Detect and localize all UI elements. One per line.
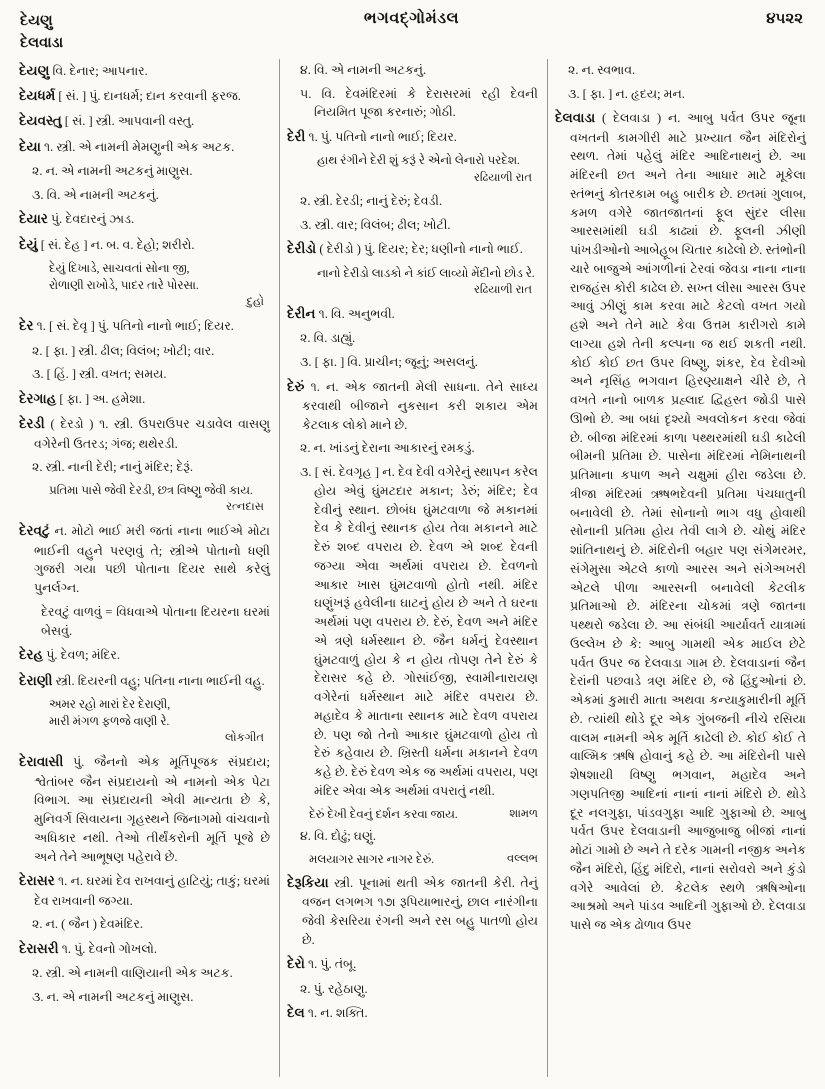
entry-headword: દેયા [19, 138, 41, 154]
dictionary-entry: દેરીન ૧. વિ. અનુભવી. [287, 305, 395, 321]
dictionary-entry: દેર ૧. [ સં. દેવૃ ] પું. પતિનો નાનો ભાઈ; દિયર. [19, 318, 234, 334]
verse-attribution: વલ્લભ [506, 853, 538, 866]
verse-attribution: શામળ [509, 807, 538, 820]
entry-headword: દેલવાડા [555, 110, 596, 126]
entry-headword: દેરીડો [287, 241, 317, 257]
verse-quote [19, 696, 270, 730]
entry-idiom: દેરવટું વાળવું = વિધવાએ પોતાના દિયરના ઘરમાં બેસવું. [41, 604, 270, 638]
verse-quote [19, 482, 270, 499]
entry-sense: ૪. વિ. એ નામની અટકનું. [300, 62, 427, 77]
verse-quote [287, 806, 538, 824]
entry-headword: દેરું [287, 378, 305, 394]
verse-line: દેયું દિખાડે, સાચવતાં સોના જી, [49, 260, 190, 275]
page-title: ભગવદ્ગોમંડલ [363, 10, 460, 27]
entry-headword: દેરગાહ [19, 391, 57, 407]
entry-headword: દેરો [287, 956, 305, 972]
entry-sense: ૨. સ્ત્રી. એ નામની વાણિયાની એક અટક. [32, 966, 233, 981]
verse-line: હાથ રંગીને દેરી શું કરૂં રે એનો લેનારો પરદેશ. [317, 153, 520, 168]
entry-sense: ૩. સ્ત્રી. વાર; વિલંબ; ઢીલ; ખોટી. [300, 217, 451, 232]
entry-headword: દેયણુ [19, 62, 50, 78]
entry-sense: ૨. ન. ( જૈન ) દેવમંદિર. [32, 917, 143, 932]
verse-line: અમર રહો મારાં દેર દેરાણી, [49, 696, 171, 711]
entry-sense: ૩. વિ. એ નામની અટકનું. [32, 187, 159, 202]
guide-word-top: દેયણુ [20, 13, 53, 29]
entry-headword: દેલ [287, 1005, 305, 1021]
dictionary-entry: દેરો ૧. પું. તંબૂ. [287, 956, 357, 972]
entry-sense: ૪. વિ. દોઢું; ઘણું. [300, 829, 376, 844]
dictionary-entry: દેરાણી સ્ત્રી. દિયરની વહુ; પતિના નાના ભાઈની વહુ. [19, 672, 265, 688]
page-header [0, 0, 825, 57]
dictionary-entry: દેલ ૧. ન. શક્તિ. [287, 1005, 368, 1021]
verse-line: મલયાગર સાગર નાગર દેરું. [309, 852, 435, 867]
entry-sense: ૩. [ ફા. ] વિ. પ્રાચીન; જૂનું; અસલનું. [300, 354, 478, 369]
entry-headword: દેરાસર [19, 873, 55, 889]
entry-sense: ૩. ન. એ નામની અટકનું માણુસ. [32, 990, 194, 1005]
entry-headword: દેરીન [287, 305, 316, 321]
column-2 [279, 59, 547, 1077]
verse-attribution: રઢિયાળી રાત [473, 171, 532, 184]
entry-headword: દેયધર્મ [19, 88, 56, 104]
guide-word-bottom: દેલવાડા [20, 35, 64, 52]
page-number: ૪૫૨૨ [766, 11, 803, 27]
verse-quote [287, 152, 538, 169]
dictionary-entry: દેરડી ( દેરડો ) ૧. સ્ત્રી. ઉપરાઉપર ચડાવેલ વાસણુ વગેરેની ઉતરડ; ગંજ; થથેરડી. [19, 416, 270, 451]
verse-line: મારી મંગળ ફળજે વાણી રે. [49, 714, 170, 729]
dictionary-entry: દેયું [ સં. દેહ ] ન. બ. વ. દેહો; શરીરો. [19, 236, 195, 252]
entry-sense: ૨. [ ફા. ] સ્ત્રી. ઢીલ; વિલંબ; ખોટી; વાર. [32, 343, 215, 358]
dictionary-entry: દેરાવાસી પું. જૈનનો એક મૂર્તિપૂજક સંપ્રદાય; શ્વેતાંબર જૈન સંપ્રદાયનો એ નામનો એક પેટા વિભાગ. આ સંપ્રદાયની એવી માન્યતા છે કે, મુનિવર્ગ સિવાયના ગૃહસ્થને જિનાગમો વાંચવાનો અધિકાર નથી. તેઓ તીર્થંકરોની મૂર્તિ પૂજે છે અને તેને આભૂષણ પહેરાવે છે. [19, 754, 270, 864]
verse-line: નાનો દેરીડો લાડકો ને કાંઈ લાવ્યો મેંદીનો છોડ રે. [317, 265, 535, 280]
entry-headword: દેરૂકિયા [287, 874, 329, 890]
entry-headword: દેરાસરી [19, 941, 59, 957]
verse-attribution: લોકગીત [225, 732, 264, 745]
verse-line: દેરું દેખી દેવનું દર્શન કરવા જાય. [309, 806, 458, 821]
entry-headword: દેરવટું [19, 523, 50, 539]
dictionary-entry: દેયાર પું. દેવદારનું ઝાડ. [19, 211, 135, 227]
entry-headword: દેરાણી [19, 672, 53, 688]
dictionary-entry: દેયણુ વિ. દેનાર; આપનાર. [19, 62, 148, 78]
entry-sense: ૫. વિ. દેવમંદિરમાં કે દેરાસરમાં રહી દેવની નિયમિત પૂજા કરનારું; ગોઠી. [300, 86, 538, 120]
entry-sense: ૨. વિ. ડાહ્યું. [300, 331, 356, 346]
verse-quote [19, 260, 270, 294]
dictionary-entry: દેરહ પું. દેવળ; મંદિર. [19, 647, 120, 663]
dictionary-entry: દેરાસરી ૧. પું. દેવનો ગોખલો. [19, 941, 158, 957]
column-3 [547, 59, 815, 1077]
entry-sense: ૨. ન. સ્વભાવ. [568, 62, 636, 77]
dictionary-entry: દેયધર્મ [ સં. ] પું. દાનધર્મ; દાન કરવાની ફરજ. [19, 88, 241, 104]
entry-headword: દેયવસ્તુ [19, 113, 62, 129]
entry-headword: દેરડી [19, 416, 45, 432]
dictionary-entry: દેલવાડા ( દેલવાડા ) ન. આબુ પર્વત ઉપર જૂના વખતની કામગીરી માટે પ્રખ્યાત જૈન મંદિરોનું સ્થળ. તેમાં પહેલું મંદિર આદિનાથનું છે. આ મંદિરની છત અને તેના આધાર માટે મૂકેલા સ્તંભનું કોતરકામ બહુ બારીક છે. છતમાં ગુલાબ, કમળ વગેરે જાતજાતનાં ફૂલ સુંદર લીસા આરસમાંથી ઘડી કાઢ્યાં છે. ફૂલની ઝીણી પાંખડીઓનો આબેહૂબ ચિતાર કાઢેલો છે. સ્તંભોની ચારે બાજુએ આંગળીનાં ટેરવાં જેવડા નાના નાના રાજહંસ કોરી કાઢેલ છે. સખ્ત લીસા આરસ ઉપર આવું ઝીણું કામ કરવા માટે કેટલો વખત ગયો હશે અને તેને માટે કેવા ઉત્તમ કારીગરો કામે લાગ્યા હશે તેની કલ્પના જ થઈ શકતી નથી. કોઈ કોઈ છત ઉપર વિષ્ણુ, શંકર, દેવ દેવીઓ અને નૃસિંહ ભગવાન હિરણ્યાક્ષને ચીરે છે, તે વખતે નાનો બાળક પ્રહ્લાદ દ્વિહસ્ત જોડી પાસે ઊભો છે. આ બધાં દૃશ્યો અવલોકન કરવા જેવાં છે. બીજા મંદિરમાં કાળા પથ્થરમાંથી ઘડી કાઢેલી બીમની પ્રતિમા છે. પાસેના મંદિરમાં નેમિનાથની પ્રતિમાના કપાળ અને ચક્ષુમાં હીરા જડેલા છે. ત્રીજા મંદિરમાં ઋષભદેવની પ્રતિમા પંચધાતુની બનાવેલી છે. તેમાં સોનાનો ભાગ વધુ હોવાથી સોનાની પ્રતિમા હોય તેવી લાગે છે. ચોથું મંદિર શાંતિનાથનું છે. મંદિરોની બહાર પણ સંગેમરમર, સંગેમુસા એટલે કાળો આરસ અને સંગેઅખરી એટલે પીળા આરસની બનાવેલી કેટલીક પ્રતિમાઓ છે. મંદિરના ચોકમાં ત્રણે જાતના પથ્થરો જડેલા છે. આ સંબંધી આર્યાવર્ત યાત્રામાં ઉલ્લેખ છે કે: આબુ ગામથી એક માઈલ છેટે પર્વત ઉપર જ દેલવાડા ગામ છે. દેલવાડાનાં જૈન દેરાંની પછવાડે ત્રણ મંદિર છે, જે હિંદુઓનાં છે. એકમાં કુમારી માતા અથવા કન્યાકુમારીની મૂર્તિ છે. ત્યાંથી થોડે દૂર એક ગુંબજની નીચે રસિયા વાલમ નામની એક મૂર્તિ કાઢેલી છે. કોઈ કોઈ તે વાલ્મિક ઋષિ હોવાનું કહે છે. આ મંદિરોની પાસે શેષશાયી વિષ્ણુ ભગવાન, મહાદેવ અને ગણપતિજી આદિનાં નાનાં નાનાં મંદિરો છે. થોડે દૂર નલગુફા, પાંડવગુફા આદિ ગુફાઓ છે. આબુ પર્વત ઉપર દેલવાડાની આજુબાજુ બીજાં નાનાં મોટાં ગામો છે અને તે દરેક ગામની નજીક અનેક જૈન મંદિરો, હિંદુ મંદિરો, નાનાં સરોવરો અને કુંડો વગેરે આવેલાં છે. કેટલેક સ્થળે ઋષિઓના આશ્રમો અને પાંડવ આદિની ગુફાઓ છે. દેલવાડા પાસે જ એક ઢોળાવ ઉપર [555, 110, 806, 933]
entry-sense: ૨. સ્ત્રી. દેરડી; નાનું દેરું; દેવડી. [300, 193, 443, 208]
verse-attribution: રઢિયાળી રાત [473, 283, 532, 296]
verse-line: રોળાણી રાખોડે, પાદર તારે પોરસા. [49, 278, 199, 293]
verse-quote [287, 265, 538, 282]
entry-sense: ૩. [ હિં. ] સ્ત્રી. વખત; સમય. [32, 367, 167, 382]
dictionary-entry: દેયા ૧. સ્ત્રી. એ નામની મેમણુની એક અટક. [19, 138, 235, 154]
entry-sense: ૩. [ સં. દેવગૃહ ] ન. દેવ દેવી વગેરેનું સ્થાપન કરેલ હોય એવું ઘુંમટદાર મકાન; ડેરું; મંદિર; દેવ દેવીનું સ્થાન. છોબંધ ઘુંમટવાળા જે મકાનમાં દેવ કે દેવીનું સ્થાનક હોય તેવા મકાનને માટે દેરું શબ્દ વપરાય છે. દેવળ એ શબ્દ દેવની જગ્યા એવા અર્થમાં વપરાય છે. દેવળનો આકાર ખાસ ઘુંમટવાળો હોતો નથી. મંદિર ઘણુંખરૂં હવેલીના ઘાટનું હોય છે અને તે ઘરના અર્થમાં પણ વપરાય છે. દેરું, દેવળ અને મંદિર એ ત્રણે ધર્મસ્થાન છે. જૈન ધર્મનું દેવસ્થાન ઘુંમટવાળું હોય કે ન હોય તોપણ તેને દેરું કે દેરાસર કહે છે. ગોસાંઈજી, સ્વામીનારાયણ વગેરેનાં ધર્મસ્થાન માટે મંદિર વપરાય છે. મહાદેવ કે માતાના સ્થાનક માટે દેવળ વપરાય છે. પણ જો તેનો આકાર ઘુંમટવાળો હોય તો દેરું કહેવાય છે. ખ્રિસ્તી ધર્મના મકાનને દેવળ કહે છે. દેરું દેવળ એક જ અર્થમાં વપરાય, પણ મંદિર એવા એક અર્થમાં વપરાતું નથી. [300, 465, 538, 798]
verse-quote [287, 851, 538, 869]
dictionary-entry: દેરીડો ( દેરીડો ) પું. દિયર; દેર; ધણીનો નાનો ભાઈ. [287, 241, 523, 257]
entry-headword: દેરી [287, 129, 306, 145]
entry-sense: ૨. સ્ત્રી. નાની દેરી; નાનું મંદિર; દેરૂં. [32, 460, 194, 475]
verse-attribution: રત્નદાસ [226, 501, 264, 514]
entry-headword: દેર [19, 318, 34, 334]
entry-headword: દેયાર [19, 211, 48, 227]
dictionary-entry: દેરવટું ન. મોટો ભાઈ મરી જતાં નાના ભાઈએ મોટા ભાઈની વહુને પરણવું તે; સ્ત્રીએ પોતાનો ધણી ગુજરી ગયા પછી પોતાના દિયર સાથે કરેલું પુનર્લગ્ન. [19, 523, 270, 596]
dictionary-entry: દેરું ૧. ન. એક જાતની મેલી સાધના. તેને સાધ્ય કરવાથી બીજાને નુકસાન કરી શકાય એમ કેટલાક લોકો માને છે. [287, 378, 538, 432]
dictionary-entry: દેરગાહ [ ફા. ] અ. હમેશા. [19, 391, 146, 407]
entry-headword: દેરહ [19, 647, 44, 663]
verse-attribution: દુહો [246, 296, 264, 309]
dictionary-entry: દેરૂકિયા સ્ત્રી. પૂનામાં થતી એક જાતની કેરી. તેનું વજન લગભગ ૧૭ા રૂપિયાભારનું, છાલ નારંગીના જેવી કેસરિયા રંગની અને રસ બહુ પાતળો હોય છે. [287, 874, 538, 947]
dictionary-entry: દેરાસર ૧. ન. ઘરમાં દેવ રાખવાનું હાટિયું; તાકું; ઘરમાં દેવ રાખવાની જગ્યા. [19, 873, 270, 908]
verse-line: પ્રતિમા પાસે જેવી દેરડી, છત્ર વિષ્ણુ જેવી કાય. [49, 483, 253, 498]
column-1 [12, 59, 279, 1077]
dictionary-columns [0, 57, 825, 1077]
entry-headword: દેયું [19, 236, 38, 252]
entry-sense: ૨. ન. એ નામની અટકનું માણુસ. [32, 163, 193, 178]
entry-headword: દેરાવાસી [19, 754, 64, 770]
dictionary-entry: દેરી ૧. પું. પતિનો નાનો ભાઈ; દિયર. [287, 129, 457, 145]
entry-sense: ૨. ન. ખાંડનું દેરાના આકારનું રમકડું. [300, 441, 475, 456]
dictionary-entry: દેયવસ્તુ [ સં. ] સ્ત્રી. આપવાની વસ્તુ. [19, 113, 195, 129]
guide-words [20, 10, 281, 55]
entry-sense: ૩. [ ફા. ] ન. હૃદય; મન. [568, 86, 685, 101]
entry-sense: ૨. પું. રહેઠાણુ. [300, 981, 368, 996]
